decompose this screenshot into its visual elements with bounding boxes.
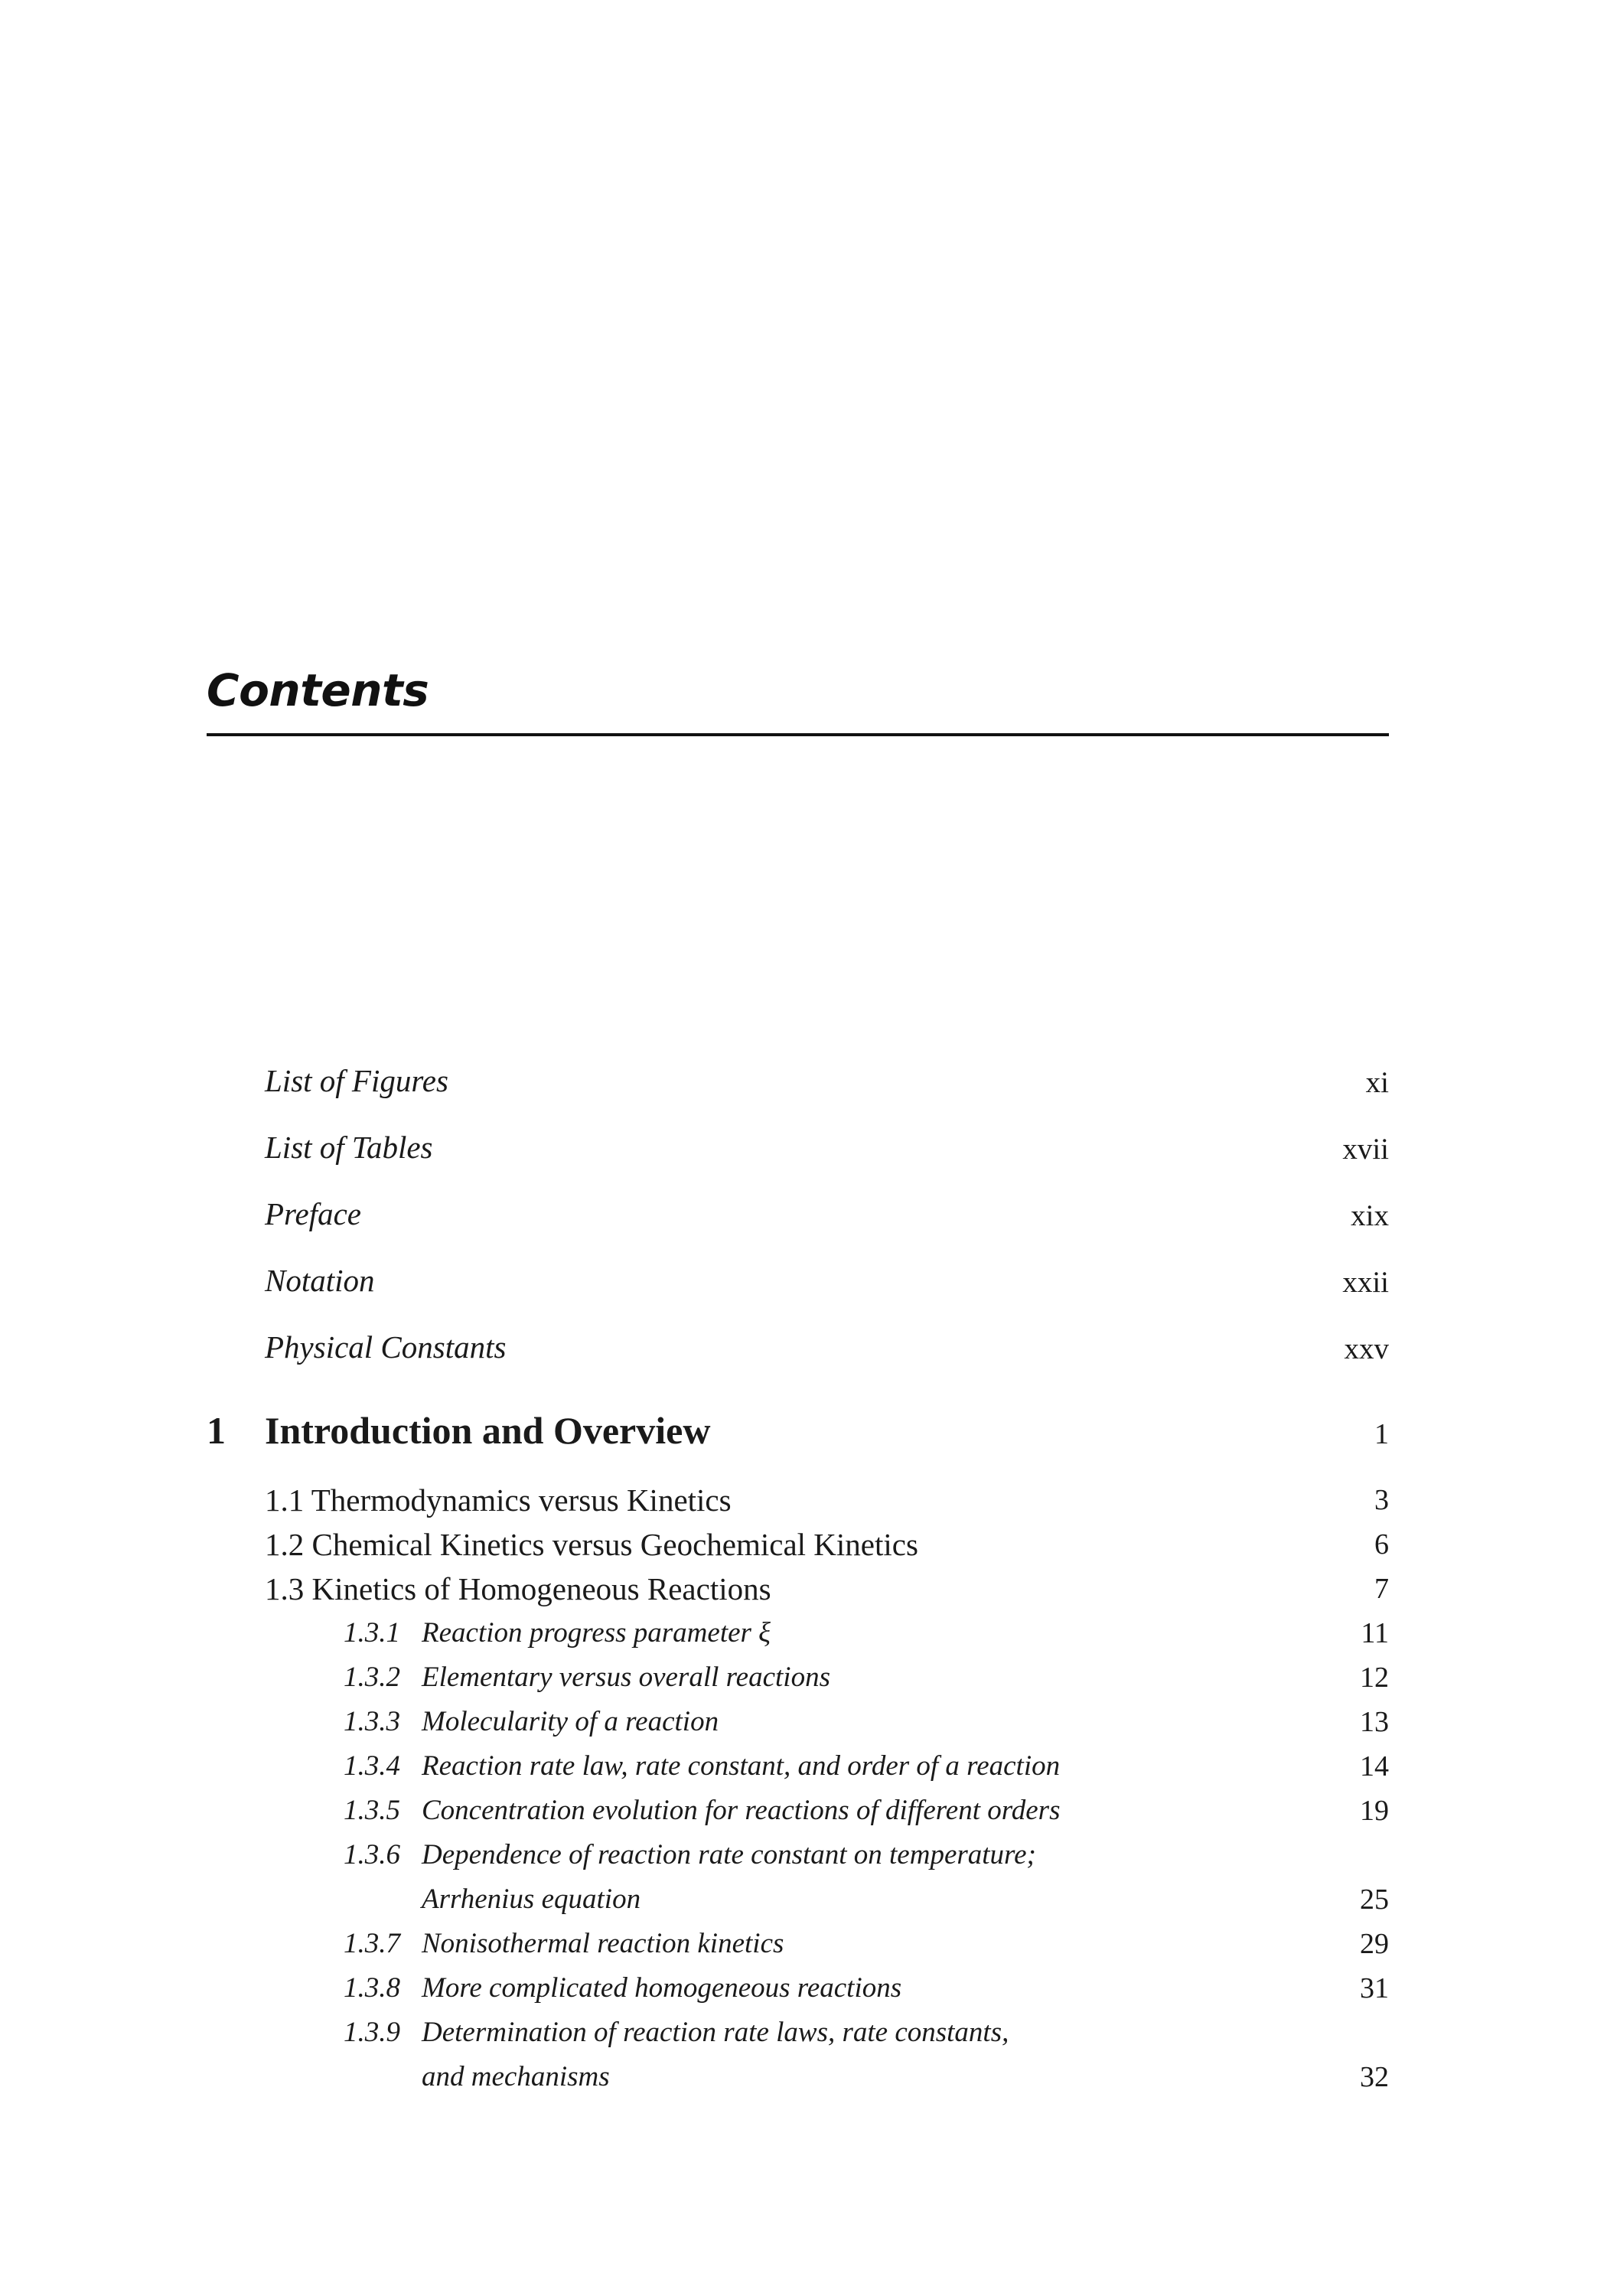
subsection-label bbox=[344, 1661, 830, 1694]
toc-subsection-1-3-8[interactable] bbox=[0, 1965, 1607, 2008]
subsection-number: 1.3.4 bbox=[344, 1750, 400, 1782]
toc-subsection-1-3-5[interactable] bbox=[0, 1788, 1607, 1831]
subsection-text: Elementary versus overall reactions bbox=[422, 1662, 830, 1693]
toc-entry-label: List of Figures bbox=[265, 1063, 448, 1098]
section-label: 1.1 Thermodynamics versus Kinetics bbox=[265, 1482, 732, 1518]
subsection-number: 1.3.7 bbox=[344, 1928, 400, 1959]
section-page: 3 bbox=[1374, 1484, 1389, 1516]
section-label: 1.3 Kinetics of Homogeneous Reactions bbox=[265, 1571, 771, 1606]
toc-entry-page: xi bbox=[1365, 1066, 1389, 1099]
subsection-page: 25 bbox=[1360, 1883, 1389, 1916]
subsection-label bbox=[344, 1838, 1036, 1871]
subsection-text: Concentration evolution for reactions of different orders bbox=[422, 1795, 1061, 1826]
chapter-page: 1 bbox=[1374, 1418, 1389, 1450]
toc-section-1-1[interactable] bbox=[0, 1476, 1607, 1518]
toc-entry-notation[interactable] bbox=[0, 1257, 1607, 1300]
section-page: 6 bbox=[1374, 1528, 1389, 1561]
toc-entry-page: xxii bbox=[1342, 1266, 1389, 1299]
toc-subsection-1-3-6-continued[interactable] bbox=[0, 1877, 1607, 1919]
subsection-number: 1.3.3 bbox=[344, 1706, 400, 1737]
toc-entry-physical-constants[interactable] bbox=[0, 1324, 1607, 1367]
subsection-page: 32 bbox=[1360, 2061, 1389, 2093]
toc-entry-label: List of Tables bbox=[265, 1130, 433, 1165]
subsection-page: 14 bbox=[1360, 1750, 1389, 1782]
subsection-number: 1.3.8 bbox=[344, 1972, 400, 2004]
subsection-number: 1.3.9 bbox=[344, 2017, 400, 2048]
section-page: 7 bbox=[1374, 1573, 1389, 1605]
subsection-label bbox=[344, 1927, 784, 1960]
subsection-page: 11 bbox=[1361, 1617, 1389, 1649]
subsection-label bbox=[344, 1616, 771, 1649]
toc-subsection-1-3-4[interactable] bbox=[0, 1743, 1607, 1786]
chapter-title: Introduction and Overview bbox=[265, 1409, 711, 1452]
toc-subsection-1-3-2[interactable] bbox=[0, 1655, 1607, 1698]
subsection-page: 31 bbox=[1360, 1972, 1389, 2004]
subsection-label bbox=[344, 1750, 1060, 1782]
subsection-page: 29 bbox=[1360, 1928, 1389, 1960]
subsection-continuation: and mechanisms bbox=[422, 2061, 610, 2092]
subsection-number: 1.3.1 bbox=[344, 1617, 400, 1649]
subsection-label bbox=[344, 1971, 901, 2004]
subsection-continuation: Arrhenius equation bbox=[422, 1883, 641, 1915]
toc-entry-label: Notation bbox=[265, 1263, 375, 1298]
subsection-text: Reaction progress parameter ξ bbox=[422, 1617, 771, 1649]
toc-subsection-1-3-6[interactable] bbox=[0, 1832, 1607, 1875]
subsection-number: 1.3.6 bbox=[344, 1839, 400, 1870]
page-title: Contents bbox=[207, 664, 429, 716]
toc-entry-page: xix bbox=[1351, 1199, 1389, 1232]
subsection-page: 12 bbox=[1360, 1662, 1389, 1694]
subsection-number: 1.3.5 bbox=[344, 1795, 400, 1826]
toc-subsection-1-3-9-continued[interactable] bbox=[0, 2054, 1607, 2097]
toc-entry-list-of-figures[interactable] bbox=[0, 1058, 1607, 1101]
toc-entry-page: xvii bbox=[1342, 1133, 1389, 1166]
title-rule bbox=[207, 733, 1389, 736]
toc-section-1-3[interactable] bbox=[0, 1564, 1607, 1607]
subsection-text: Determination of reaction rate laws, rate constants, bbox=[422, 2017, 1009, 2048]
toc-chapter-1[interactable] bbox=[0, 1408, 1607, 1451]
toc-entry-page: xxv bbox=[1344, 1332, 1389, 1365]
subsection-label bbox=[344, 1705, 719, 1738]
subsection-page: 13 bbox=[1360, 1706, 1389, 1738]
subsection-label bbox=[344, 1794, 1060, 1827]
section-label: 1.2 Chemical Kinetics versus Geochemical Kinetics bbox=[265, 1527, 918, 1562]
subsection-text: More complicated homogeneous reactions bbox=[422, 1972, 902, 2004]
subsection-text: Molecularity of a reaction bbox=[422, 1706, 719, 1737]
chapter-number: 1 bbox=[207, 1409, 226, 1452]
subsection-number: 1.3.2 bbox=[344, 1662, 400, 1693]
subsection-text: Reaction rate law, rate constant, and order of a reaction bbox=[422, 1750, 1061, 1782]
toc-entry-label: Physical Constants bbox=[265, 1329, 507, 1365]
subsection-text: Dependence of reaction rate constant on temperature; bbox=[422, 1839, 1036, 1870]
toc-entry-preface[interactable] bbox=[0, 1191, 1607, 1234]
toc-subsection-1-3-3[interactable] bbox=[0, 1699, 1607, 1742]
subsection-label bbox=[344, 2016, 1009, 2049]
toc-entry-list-of-tables[interactable] bbox=[0, 1124, 1607, 1167]
subsection-text: Nonisothermal reaction kinetics bbox=[422, 1928, 784, 1959]
toc-entry-label: Preface bbox=[265, 1196, 361, 1231]
toc-subsection-1-3-7[interactable] bbox=[0, 1921, 1607, 1964]
subsection-page: 19 bbox=[1360, 1795, 1389, 1827]
toc-subsection-1-3-1[interactable] bbox=[0, 1610, 1607, 1653]
toc-subsection-1-3-9[interactable] bbox=[0, 2010, 1607, 2053]
toc-section-1-2[interactable] bbox=[0, 1520, 1607, 1563]
